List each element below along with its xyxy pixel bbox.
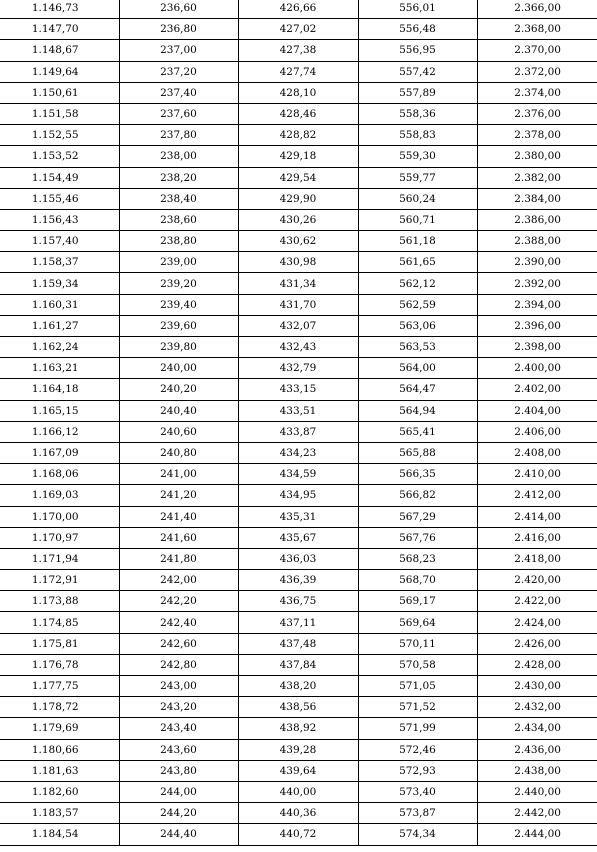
table-cell-col-5: 2.388,00 xyxy=(477,231,597,252)
table-cell-col-4: 560,24 xyxy=(358,188,477,209)
table-cell-col-2: 243,80 xyxy=(119,760,238,781)
table-cell-col-5: 2.374,00 xyxy=(477,82,597,103)
table-cell-col-3: 427,38 xyxy=(238,40,358,61)
table-cell-col-5: 2.384,00 xyxy=(477,188,597,209)
table-cell-col-5: 2.414,00 xyxy=(477,506,597,527)
table-cell-col-1: 1.173,88 xyxy=(0,591,119,612)
table-cell-col-2: 243,40 xyxy=(119,718,238,739)
table-cell-col-1: 1.147,70 xyxy=(0,19,119,40)
table-cell-col-4: 571,05 xyxy=(358,676,477,697)
table-cell-col-4: 561,65 xyxy=(358,252,477,273)
table-cell-col-5: 2.436,00 xyxy=(477,739,597,760)
table-cell-col-4: 570,58 xyxy=(358,654,477,675)
table-cell-col-3: 434,95 xyxy=(238,485,358,506)
table-cell-col-1: 1.156,43 xyxy=(0,209,119,230)
table-cell-col-2: 237,40 xyxy=(119,82,238,103)
table-cell-col-2: 238,60 xyxy=(119,209,238,230)
table-cell-col-4: 565,88 xyxy=(358,442,477,463)
table-cell-col-5: 2.404,00 xyxy=(477,400,597,421)
table-cell-col-5: 2.392,00 xyxy=(477,273,597,294)
table-cell-col-2: 242,60 xyxy=(119,633,238,654)
table-cell-col-1: 1.181,63 xyxy=(0,760,119,781)
table-cell-col-2: 236,80 xyxy=(119,19,238,40)
table-row xyxy=(0,61,597,82)
table-row xyxy=(0,0,597,19)
table-cell-col-4: 556,48 xyxy=(358,19,477,40)
table-cell-col-4: 558,36 xyxy=(358,103,477,124)
table-cell-col-2: 238,00 xyxy=(119,146,238,167)
table-cell-col-1: 1.166,12 xyxy=(0,421,119,442)
table-cell-col-3: 427,74 xyxy=(238,61,358,82)
table-cell-col-4: 562,59 xyxy=(358,294,477,315)
table-cell-col-4: 568,70 xyxy=(358,570,477,591)
table-cell-col-2: 238,20 xyxy=(119,167,238,188)
table-row xyxy=(0,315,597,336)
table-cell-col-3: 440,00 xyxy=(238,781,358,802)
table-cell-col-2: 236,60 xyxy=(119,0,238,19)
table-cell-col-3: 435,67 xyxy=(238,527,358,548)
table-cell-col-3: 429,18 xyxy=(238,146,358,167)
table-cell-col-4: 573,40 xyxy=(358,781,477,802)
table-cell-col-3: 428,82 xyxy=(238,125,358,146)
table-cell-col-1: 1.170,00 xyxy=(0,506,119,527)
table-cell-col-3: 439,28 xyxy=(238,739,358,760)
table-cell-col-1: 1.180,66 xyxy=(0,739,119,760)
table-cell-col-1: 1.172,91 xyxy=(0,570,119,591)
table-cell-col-3: 426,66 xyxy=(238,0,358,19)
table-cell-col-4: 564,00 xyxy=(358,358,477,379)
table-cell-col-1: 1.184,54 xyxy=(0,824,119,845)
table-cell-col-5: 2.380,00 xyxy=(477,146,597,167)
table-cell-col-3: 437,84 xyxy=(238,654,358,675)
table-cell-col-2: 237,80 xyxy=(119,125,238,146)
table-cell-col-2: 244,40 xyxy=(119,824,238,845)
table-cell-col-3: 434,59 xyxy=(238,464,358,485)
table-cell-col-3: 438,20 xyxy=(238,676,358,697)
table-cell-col-2: 241,40 xyxy=(119,506,238,527)
table-row xyxy=(0,570,597,591)
table-row xyxy=(0,379,597,400)
table-cell-col-5: 2.390,00 xyxy=(477,252,597,273)
table-cell-col-4: 563,53 xyxy=(358,337,477,358)
table-row xyxy=(0,654,597,675)
table-row xyxy=(0,442,597,463)
table-cell-col-3: 431,34 xyxy=(238,273,358,294)
table-cell-col-5: 2.372,00 xyxy=(477,61,597,82)
table-cell-col-3: 437,48 xyxy=(238,633,358,654)
table-row xyxy=(0,82,597,103)
table-cell-col-3: 436,03 xyxy=(238,548,358,569)
table-cell-col-3: 436,75 xyxy=(238,591,358,612)
table-cell-col-3: 428,46 xyxy=(238,103,358,124)
table-cell-col-4: 571,52 xyxy=(358,697,477,718)
table-cell-col-5: 2.394,00 xyxy=(477,294,597,315)
table-cell-col-4: 557,42 xyxy=(358,61,477,82)
table-cell-col-5: 2.382,00 xyxy=(477,167,597,188)
table-cell-col-5: 2.418,00 xyxy=(477,548,597,569)
table-cell-col-1: 1.146,73 xyxy=(0,0,119,19)
table-cell-col-1: 1.178,72 xyxy=(0,697,119,718)
table-cell-col-3: 430,98 xyxy=(238,252,358,273)
table-cell-col-4: 560,71 xyxy=(358,209,477,230)
table-cell-col-5: 2.444,00 xyxy=(477,824,597,845)
table-cell-col-5: 2.440,00 xyxy=(477,781,597,802)
table-row xyxy=(0,464,597,485)
table-cell-col-4: 573,87 xyxy=(358,803,477,824)
table-cell-col-3: 430,62 xyxy=(238,231,358,252)
table-cell-col-3: 429,54 xyxy=(238,167,358,188)
table-cell-col-4: 558,83 xyxy=(358,125,477,146)
table-cell-col-3: 436,39 xyxy=(238,570,358,591)
table-cell-col-5: 2.422,00 xyxy=(477,591,597,612)
table-row xyxy=(0,294,597,315)
table-row xyxy=(0,421,597,442)
table-cell-col-5: 2.442,00 xyxy=(477,803,597,824)
table-cell-col-5: 2.366,00 xyxy=(477,0,597,19)
table-cell-col-5: 2.368,00 xyxy=(477,19,597,40)
table-cell-col-2: 239,60 xyxy=(119,315,238,336)
table-row xyxy=(0,103,597,124)
table-cell-col-4: 566,82 xyxy=(358,485,477,506)
table-cell-col-1: 1.163,21 xyxy=(0,358,119,379)
table-cell-col-3: 429,90 xyxy=(238,188,358,209)
table-cell-col-5: 2.434,00 xyxy=(477,718,597,739)
table-cell-col-1: 1.175,81 xyxy=(0,633,119,654)
table-row xyxy=(0,760,597,781)
table-cell-col-1: 1.160,31 xyxy=(0,294,119,315)
table-cell-col-1: 1.167,09 xyxy=(0,442,119,463)
table-cell-col-1: 1.150,61 xyxy=(0,82,119,103)
table-row xyxy=(0,337,597,358)
table-row xyxy=(0,506,597,527)
table-cell-col-2: 240,40 xyxy=(119,400,238,421)
table-cell-col-2: 239,20 xyxy=(119,273,238,294)
table-cell-col-5: 2.416,00 xyxy=(477,527,597,548)
table-cell-col-5: 2.410,00 xyxy=(477,464,597,485)
table-cell-col-4: 561,18 xyxy=(358,231,477,252)
table-cell-col-3: 440,72 xyxy=(238,824,358,845)
table-cell-col-2: 242,40 xyxy=(119,612,238,633)
table-cell-col-5: 2.430,00 xyxy=(477,676,597,697)
table-cell-col-3: 439,64 xyxy=(238,760,358,781)
table-row xyxy=(0,591,597,612)
table-cell-col-5: 2.438,00 xyxy=(477,760,597,781)
table-cell-col-5: 2.398,00 xyxy=(477,337,597,358)
table-cell-col-1: 1.155,46 xyxy=(0,188,119,209)
table-cell-col-4: 566,35 xyxy=(358,464,477,485)
table-cell-col-2: 239,80 xyxy=(119,337,238,358)
table-row xyxy=(0,803,597,824)
table-cell-col-3: 438,56 xyxy=(238,697,358,718)
table-cell-col-2: 241,20 xyxy=(119,485,238,506)
table-cell-col-3: 431,70 xyxy=(238,294,358,315)
table-cell-col-5: 2.426,00 xyxy=(477,633,597,654)
table-cell-col-2: 244,00 xyxy=(119,781,238,802)
table-cell-col-3: 430,26 xyxy=(238,209,358,230)
table-cell-col-1: 1.169,03 xyxy=(0,485,119,506)
table-cell-col-2: 243,00 xyxy=(119,676,238,697)
table-cell-col-4: 574,34 xyxy=(358,824,477,845)
table-cell-col-4: 571,99 xyxy=(358,718,477,739)
table-cell-col-1: 1.168,06 xyxy=(0,464,119,485)
table-cell-col-1: 1.164,18 xyxy=(0,379,119,400)
table-row xyxy=(0,125,597,146)
table-cell-col-3: 433,51 xyxy=(238,400,358,421)
table-cell-col-5: 2.376,00 xyxy=(477,103,597,124)
table-cell-col-1: 1.161,27 xyxy=(0,315,119,336)
table-cell-col-2: 238,40 xyxy=(119,188,238,209)
table-row xyxy=(0,781,597,802)
table-cell-col-2: 241,60 xyxy=(119,527,238,548)
table-cell-col-5: 2.400,00 xyxy=(477,358,597,379)
table-row xyxy=(0,633,597,654)
table-cell-col-1: 1.158,37 xyxy=(0,252,119,273)
table-cell-col-4: 569,64 xyxy=(358,612,477,633)
table-cell-col-4: 556,01 xyxy=(358,0,477,19)
table-cell-col-4: 567,29 xyxy=(358,506,477,527)
table-cell-col-1: 1.177,75 xyxy=(0,676,119,697)
table-cell-col-5: 2.412,00 xyxy=(477,485,597,506)
table-cell-col-1: 1.149,64 xyxy=(0,61,119,82)
table-cell-col-2: 238,80 xyxy=(119,231,238,252)
table-cell-col-2: 237,00 xyxy=(119,40,238,61)
table-row xyxy=(0,548,597,569)
table-row xyxy=(0,527,597,548)
table-cell-col-1: 1.170,97 xyxy=(0,527,119,548)
table-cell-col-2: 240,20 xyxy=(119,379,238,400)
table-cell-col-4: 564,47 xyxy=(358,379,477,400)
table-cell-col-1: 1.151,58 xyxy=(0,103,119,124)
table-cell-col-1: 1.183,57 xyxy=(0,803,119,824)
table-cell-col-3: 440,36 xyxy=(238,803,358,824)
table-row xyxy=(0,676,597,697)
table-cell-col-5: 2.386,00 xyxy=(477,209,597,230)
table-row xyxy=(0,718,597,739)
table-cell-col-2: 240,60 xyxy=(119,421,238,442)
table-cell-col-3: 435,31 xyxy=(238,506,358,527)
table-row xyxy=(0,252,597,273)
table-cell-col-2: 242,00 xyxy=(119,570,238,591)
table-cell-col-5: 2.408,00 xyxy=(477,442,597,463)
table-cell-col-4: 568,23 xyxy=(358,548,477,569)
table-row xyxy=(0,273,597,294)
table-cell-col-2: 244,20 xyxy=(119,803,238,824)
table-cell-col-1: 1.159,34 xyxy=(0,273,119,294)
table-row xyxy=(0,188,597,209)
table-cell-col-4: 563,06 xyxy=(358,315,477,336)
table-cell-col-5: 2.432,00 xyxy=(477,697,597,718)
table-cell-col-4: 564,94 xyxy=(358,400,477,421)
table-row xyxy=(0,146,597,167)
table-cell-col-3: 434,23 xyxy=(238,442,358,463)
table-cell-col-4: 572,93 xyxy=(358,760,477,781)
table-cell-col-2: 243,60 xyxy=(119,739,238,760)
table-cell-col-2: 240,00 xyxy=(119,358,238,379)
table-cell-col-3: 432,79 xyxy=(238,358,358,379)
table-row xyxy=(0,824,597,845)
table-cell-col-5: 2.402,00 xyxy=(477,379,597,400)
table-cell-col-4: 559,30 xyxy=(358,146,477,167)
table-row xyxy=(0,400,597,421)
table-cell-col-2: 241,00 xyxy=(119,464,238,485)
table-cell-col-2: 239,00 xyxy=(119,252,238,273)
table-cell-col-3: 433,87 xyxy=(238,421,358,442)
table-cell-col-3: 427,02 xyxy=(238,19,358,40)
table-cell-col-4: 565,41 xyxy=(358,421,477,442)
table-cell-col-4: 570,11 xyxy=(358,633,477,654)
table-cell-col-1: 1.148,67 xyxy=(0,40,119,61)
table-cell-col-3: 433,15 xyxy=(238,379,358,400)
table-cell-col-1: 1.174,85 xyxy=(0,612,119,633)
table-cell-col-1: 1.182,60 xyxy=(0,781,119,802)
table-cell-col-4: 567,76 xyxy=(358,527,477,548)
table-cell-col-1: 1.171,94 xyxy=(0,548,119,569)
table-cell-col-5: 2.378,00 xyxy=(477,125,597,146)
table-row xyxy=(0,739,597,760)
table-cell-col-1: 1.154,49 xyxy=(0,167,119,188)
table-cell-col-4: 569,17 xyxy=(358,591,477,612)
table-cell-col-2: 237,20 xyxy=(119,61,238,82)
table-cell-col-5: 2.396,00 xyxy=(477,315,597,336)
table-row xyxy=(0,40,597,61)
table-row xyxy=(0,358,597,379)
table-cell-col-3: 438,92 xyxy=(238,718,358,739)
table-cell-col-2: 240,80 xyxy=(119,442,238,463)
table-cell-col-1: 1.176,78 xyxy=(0,654,119,675)
table-row xyxy=(0,209,597,230)
table-cell-col-5: 2.406,00 xyxy=(477,421,597,442)
table-cell-col-1: 1.153,52 xyxy=(0,146,119,167)
table-cell-col-5: 2.428,00 xyxy=(477,654,597,675)
table-cell-col-3: 432,43 xyxy=(238,337,358,358)
table-cell-col-4: 562,12 xyxy=(358,273,477,294)
table-cell-col-4: 556,95 xyxy=(358,40,477,61)
table-cell-col-3: 437,11 xyxy=(238,612,358,633)
table-cell-col-2: 243,20 xyxy=(119,697,238,718)
table-row xyxy=(0,167,597,188)
table-cell-col-2: 237,60 xyxy=(119,103,238,124)
table-cell-col-3: 432,07 xyxy=(238,315,358,336)
table-cell-col-2: 239,40 xyxy=(119,294,238,315)
table-cell-col-4: 559,77 xyxy=(358,167,477,188)
table-cell-col-1: 1.162,24 xyxy=(0,337,119,358)
table-cell-col-5: 2.424,00 xyxy=(477,612,597,633)
table-cell-col-5: 2.420,00 xyxy=(477,570,597,591)
table-row xyxy=(0,612,597,633)
table-row xyxy=(0,697,597,718)
table-cell-col-1: 1.179,69 xyxy=(0,718,119,739)
table-cell-col-3: 428,10 xyxy=(238,82,358,103)
table-cell-col-4: 557,89 xyxy=(358,82,477,103)
table-cell-col-2: 241,80 xyxy=(119,548,238,569)
table-cell-col-5: 2.370,00 xyxy=(477,40,597,61)
table-row xyxy=(0,231,597,252)
table-cell-col-1: 1.165,15 xyxy=(0,400,119,421)
table-row xyxy=(0,485,597,506)
table-cell-col-2: 242,20 xyxy=(119,591,238,612)
table-cell-col-2: 242,80 xyxy=(119,654,238,675)
table-cell-col-1: 1.152,55 xyxy=(0,125,119,146)
table-row xyxy=(0,19,597,40)
table-cell-col-4: 572,46 xyxy=(358,739,477,760)
table-cell-col-1: 1.157,40 xyxy=(0,231,119,252)
